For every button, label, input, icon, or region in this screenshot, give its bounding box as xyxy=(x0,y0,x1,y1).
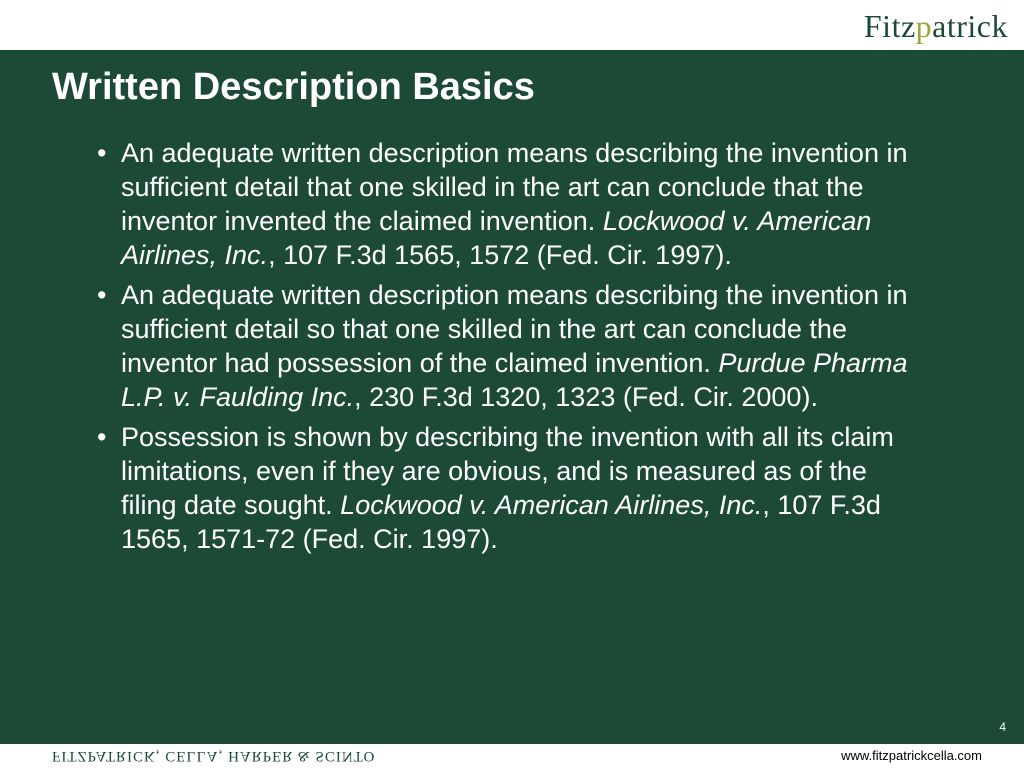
case-name: Lockwood v. American Airlines, Inc. xyxy=(121,206,872,270)
case-name: Purdue Pharma L.P. v. Faulding Inc. xyxy=(121,348,908,412)
header-band xyxy=(0,0,1024,50)
bullet-text: An adequate written description means describing the invention in sufficient detail so that one skilled in the art can conclude the inventor had possession of the claimed invention. xyxy=(121,280,908,378)
footer-url: www.fitzpatrickcella.com xyxy=(841,748,982,763)
logo-part2: p xyxy=(915,8,933,44)
bullet-icon: • xyxy=(97,280,107,310)
logo-part3: atrick xyxy=(932,8,1008,44)
bullet-text: An adequate written description means describing the invention in sufficient detail that one skilled in the art can conclude that the inventor invented the claimed invention. xyxy=(121,138,908,236)
case-citation: , 107 F.3d 1565, 1572 (Fed. Cir. 1997). xyxy=(268,240,732,270)
slide-title: Written Description Basics xyxy=(52,66,535,108)
footer-firm-name: FITZPATRICK, CELLA, HARPER & SCINTO xyxy=(52,748,376,764)
slide-body xyxy=(0,50,1024,744)
logo-part1: Fitz xyxy=(863,8,916,44)
bullet-text: Possession is shown by describing the invention with all its claim limitations, even if they are obvious, and is measured as of the filing date sought. xyxy=(121,422,894,520)
bullet-item xyxy=(97,136,927,272)
bullet-item xyxy=(97,278,927,414)
case-name: Lockwood v. American Airlines, Inc. xyxy=(340,490,763,520)
bullet-icon: • xyxy=(97,138,107,168)
case-citation: , 230 F.3d 1320, 1323 (Fed. Cir. 2000). xyxy=(354,382,818,412)
case-citation: , 107 F.3d 1565, 1571-72 (Fed. Cir. 1997). xyxy=(121,490,881,554)
firm-logo xyxy=(864,8,1008,45)
bullet-item xyxy=(97,420,927,556)
page-number: 4 xyxy=(999,720,1006,734)
bullet-icon: • xyxy=(97,422,107,452)
footer-band xyxy=(0,744,1024,768)
bullet-list xyxy=(97,136,927,562)
